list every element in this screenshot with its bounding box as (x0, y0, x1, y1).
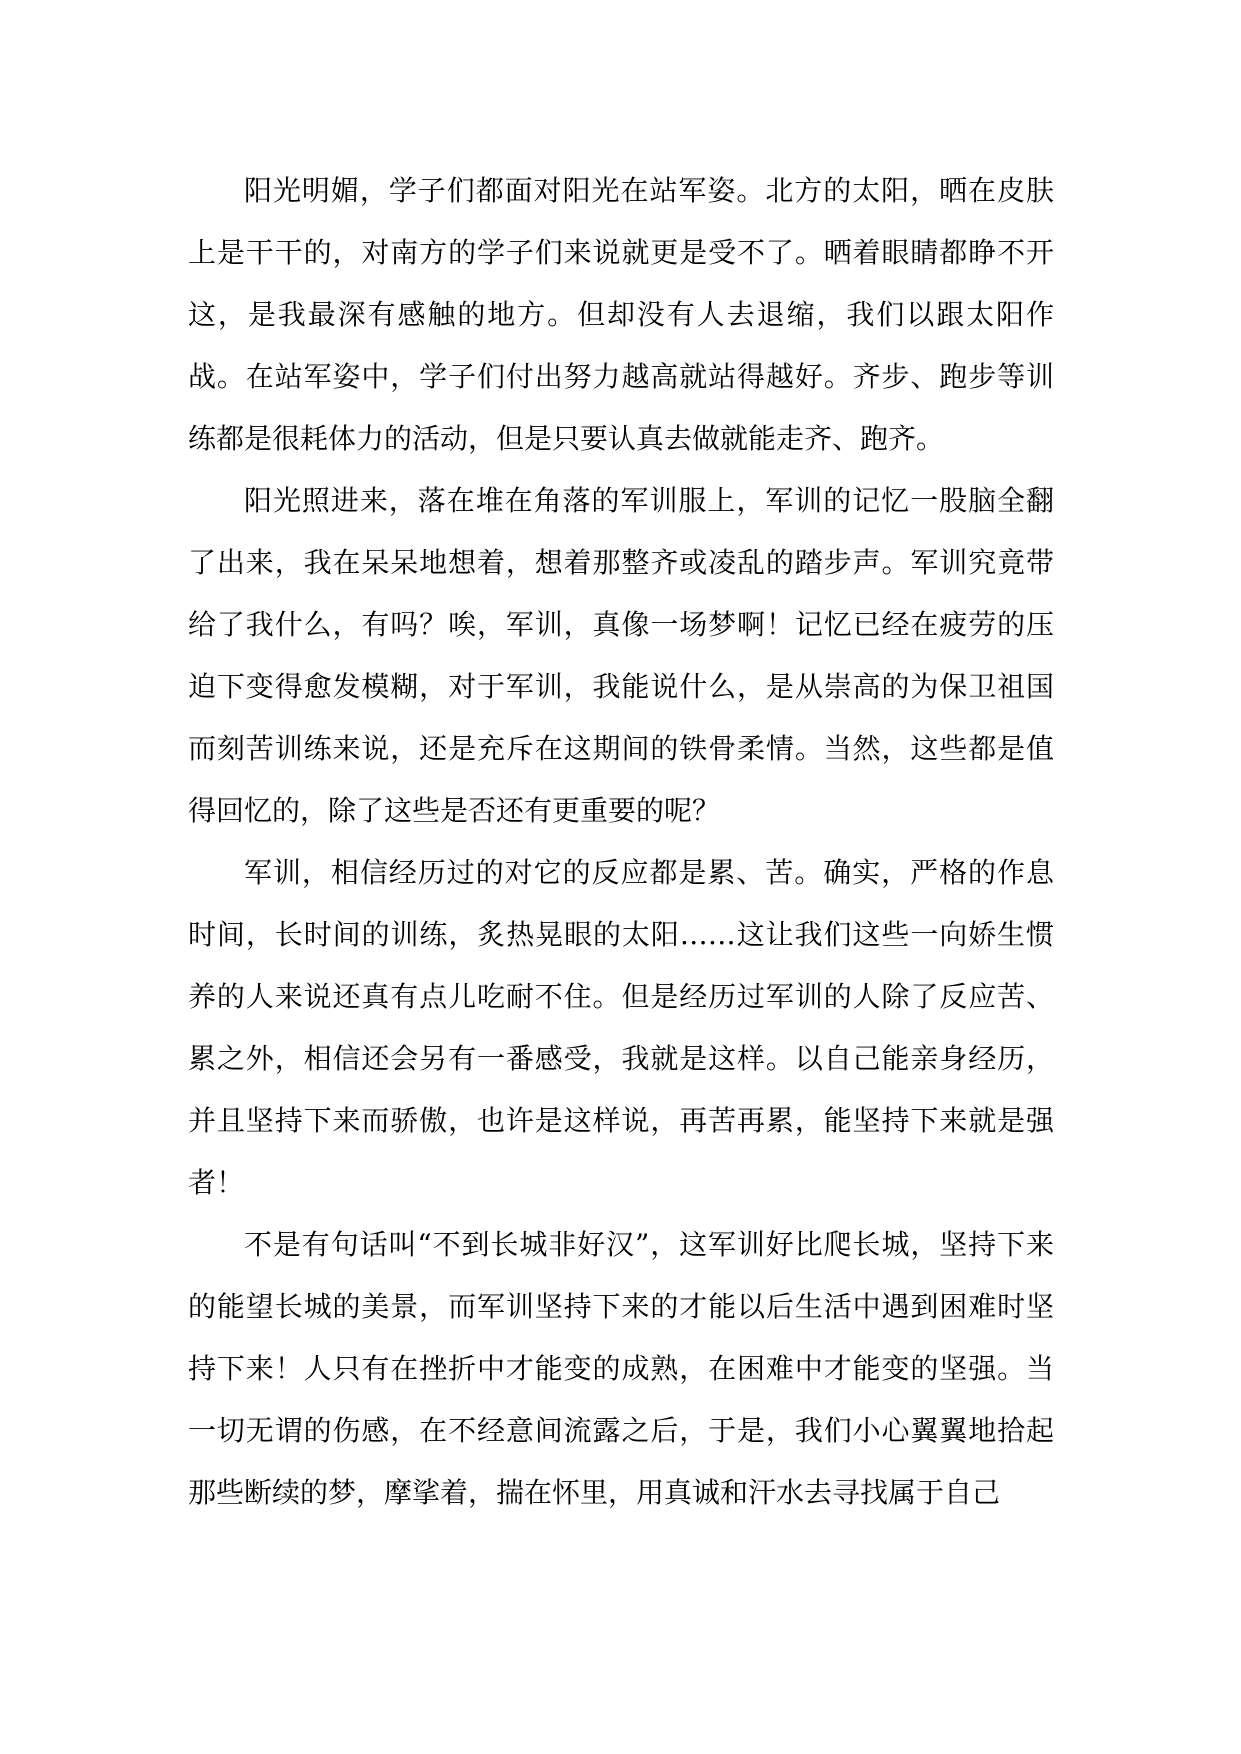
paragraph-2: 阳光照进来，落在堆在角落的军训服上，军训的记忆一股脑全翻了出来，我在呆呆地想着，想着那整齐或凌乱的踏步声。军训究竟带给了我什么，有吗？唉，军训，真像一场梦啊！记忆已经在疲劳的压迫下变得愈发模糊，对于军训，我能说什么，是从崇高的为保卫祖国而刻苦训练来说，还是充斥在这期间的铁骨柔情。当然，这些都是值得回忆的，除了这些是否还有更重要的呢？ (188, 484, 1054, 827)
paragraph-4: 不是有句话叫“不到长城非好汉”，这军训好比爬长城，坚持下来的能望长城的美景，而军训坚持下来的才能以后生活中遇到困难时坚持下来！人只有在挫折中才能变的成熟，在困难中才能变的坚强。当一切无谓的伤感，在不经意间流露之后，于是，我们小心翼翼地拾起那些断续的梦，摩挲着，揣在怀里，用真诚和汗水去寻找属于自己 (188, 1228, 1054, 1509)
paragraph-1: 阳光明媚，学子们都面对阳光在站军姿。北方的太阳，晒在皮肤上是干干的，对南方的学子们来说就更是受不了。晒着眼睛都睁不开这，是我最深有感触的地方。但却没有人去退缩，我们以跟太阳作战。在站军姿中，学子们付出努力越高就站得越好。齐步、跑步等训练都是很耗体力的活动，但是只要认真去做就能走齐、跑齐。 (188, 174, 1054, 455)
paragraph-3: 军训，相信经历过的对它的反应都是累、苦。确实，严格的作息时间，长时间的训练，炙热晃眼的太阳……这让我们这些一向娇生惯养的人来说还真有点儿吃耐不住。但是经历过军训的人除了反应苦、累之外，相信还会另有一番感受，我就是这样。以自己能亲身经历，并且坚持下来而骄傲，也许是这样说，再苦再累，能坚持下来就是强者！ (188, 856, 1054, 1199)
body-text (188, 160, 1054, 1524)
